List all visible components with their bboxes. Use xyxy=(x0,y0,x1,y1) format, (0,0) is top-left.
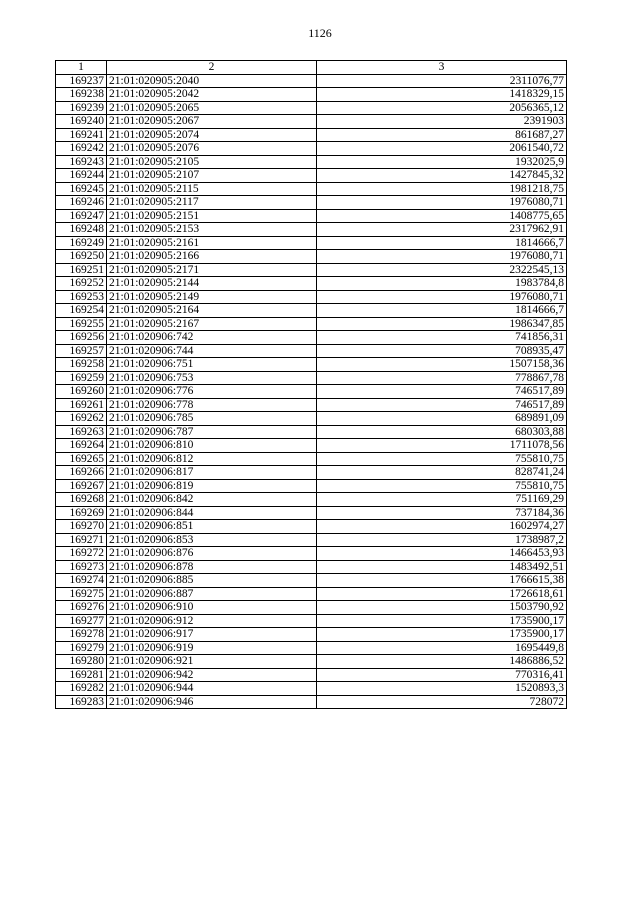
cadastral-number-cell: 21:01:020906:844 xyxy=(107,506,317,520)
row-number-cell: 169241 xyxy=(56,128,107,142)
value-cell: 2061540,72 xyxy=(317,142,567,156)
table-row xyxy=(56,398,567,412)
table-row xyxy=(56,331,567,345)
table-row xyxy=(56,142,567,156)
row-number-cell: 169255 xyxy=(56,317,107,331)
row-number-cell: 169269 xyxy=(56,506,107,520)
value-cell: 861687,27 xyxy=(317,128,567,142)
table-row xyxy=(56,439,567,453)
table-row xyxy=(56,587,567,601)
cadastral-number-cell: 21:01:020906:910 xyxy=(107,601,317,615)
row-number-cell: 169268 xyxy=(56,493,107,507)
row-number-cell: 169276 xyxy=(56,601,107,615)
cadastral-number-cell: 21:01:020906:785 xyxy=(107,412,317,426)
value-cell: 2056365,12 xyxy=(317,101,567,115)
row-number-cell: 169253 xyxy=(56,290,107,304)
row-number-cell: 169283 xyxy=(56,695,107,709)
value-cell: 1986347,85 xyxy=(317,317,567,331)
row-number-cell: 169239 xyxy=(56,101,107,115)
cadastral-number-cell: 21:01:020906:946 xyxy=(107,695,317,709)
value-cell: 1695449,8 xyxy=(317,641,567,655)
row-number-cell: 169243 xyxy=(56,155,107,169)
cadastral-number-cell: 21:01:020905:2151 xyxy=(107,209,317,223)
cadastral-number-cell: 21:01:020906:919 xyxy=(107,641,317,655)
cadastral-number-cell: 21:01:020906:778 xyxy=(107,398,317,412)
value-cell: 1726618,61 xyxy=(317,587,567,601)
row-number-cell: 169262 xyxy=(56,412,107,426)
table-row xyxy=(56,560,567,574)
value-cell: 2311076,77 xyxy=(317,74,567,88)
row-number-cell: 169267 xyxy=(56,479,107,493)
table-row xyxy=(56,128,567,142)
column-header-3: 3 xyxy=(317,61,567,75)
row-number-cell: 169277 xyxy=(56,614,107,628)
table-row xyxy=(56,601,567,615)
column-header-2: 2 xyxy=(107,61,317,75)
row-number-cell: 169274 xyxy=(56,574,107,588)
cadastral-number-cell: 21:01:020905:2040 xyxy=(107,74,317,88)
row-number-cell: 169257 xyxy=(56,344,107,358)
row-number-cell: 169240 xyxy=(56,115,107,129)
registry-table xyxy=(55,60,567,709)
row-number-cell: 169260 xyxy=(56,385,107,399)
value-cell: 1766615,38 xyxy=(317,574,567,588)
cadastral-number-cell: 21:01:020905:2067 xyxy=(107,115,317,129)
cadastral-number-cell: 21:01:020905:2105 xyxy=(107,155,317,169)
cadastral-number-cell: 21:01:020906:742 xyxy=(107,331,317,345)
cadastral-number-cell: 21:01:020905:2166 xyxy=(107,250,317,264)
table-row xyxy=(56,290,567,304)
cadastral-number-cell: 21:01:020905:2074 xyxy=(107,128,317,142)
table-row xyxy=(56,304,567,318)
row-number-cell: 169281 xyxy=(56,668,107,682)
value-cell: 689891,09 xyxy=(317,412,567,426)
value-cell: 1711078,56 xyxy=(317,439,567,453)
table-row xyxy=(56,385,567,399)
cadastral-number-cell: 21:01:020905:2107 xyxy=(107,169,317,183)
row-number-cell: 169271 xyxy=(56,533,107,547)
row-number-cell: 169259 xyxy=(56,371,107,385)
table-row xyxy=(56,533,567,547)
table-row xyxy=(56,425,567,439)
table-row xyxy=(56,115,567,129)
table-row xyxy=(56,493,567,507)
row-number-cell: 169258 xyxy=(56,358,107,372)
cadastral-number-cell: 21:01:020906:876 xyxy=(107,547,317,561)
value-cell: 1408775,65 xyxy=(317,209,567,223)
value-cell: 680303,88 xyxy=(317,425,567,439)
table-body xyxy=(56,74,567,709)
value-cell: 746517,89 xyxy=(317,398,567,412)
table-row xyxy=(56,520,567,534)
value-cell: 755810,75 xyxy=(317,479,567,493)
value-cell: 2317962,91 xyxy=(317,223,567,237)
row-number-cell: 169250 xyxy=(56,250,107,264)
value-cell: 1981218,75 xyxy=(317,182,567,196)
value-cell: 1503790,92 xyxy=(317,601,567,615)
cadastral-number-cell: 21:01:020906:887 xyxy=(107,587,317,601)
cadastral-number-cell: 21:01:020905:2117 xyxy=(107,196,317,210)
row-number-cell: 169256 xyxy=(56,331,107,345)
value-cell: 1976080,71 xyxy=(317,290,567,304)
value-cell: 1932025,9 xyxy=(317,155,567,169)
row-number-cell: 169263 xyxy=(56,425,107,439)
cadastral-number-cell: 21:01:020905:2144 xyxy=(107,277,317,291)
cadastral-number-cell: 21:01:020906:787 xyxy=(107,425,317,439)
value-cell: 1520893,3 xyxy=(317,682,567,696)
table-row xyxy=(56,209,567,223)
row-number-cell: 169261 xyxy=(56,398,107,412)
row-number-cell: 169264 xyxy=(56,439,107,453)
cadastral-number-cell: 21:01:020906:753 xyxy=(107,371,317,385)
table-row xyxy=(56,628,567,642)
table-row xyxy=(56,412,567,426)
table-row xyxy=(56,466,567,480)
row-number-cell: 169252 xyxy=(56,277,107,291)
table-row xyxy=(56,169,567,183)
value-cell: 746517,89 xyxy=(317,385,567,399)
value-cell: 1814666,7 xyxy=(317,236,567,250)
table-row xyxy=(56,277,567,291)
table-row xyxy=(56,263,567,277)
table-row xyxy=(56,236,567,250)
row-number-cell: 169238 xyxy=(56,88,107,102)
row-number-cell: 169265 xyxy=(56,452,107,466)
value-cell: 741856,31 xyxy=(317,331,567,345)
table-row xyxy=(56,668,567,682)
row-number-cell: 169245 xyxy=(56,182,107,196)
table-row xyxy=(56,155,567,169)
cadastral-number-cell: 21:01:020905:2076 xyxy=(107,142,317,156)
table-row xyxy=(56,682,567,696)
row-number-cell: 169275 xyxy=(56,587,107,601)
row-number-cell: 169244 xyxy=(56,169,107,183)
value-cell: 778867,78 xyxy=(317,371,567,385)
cadastral-number-cell: 21:01:020906:921 xyxy=(107,655,317,669)
table-row xyxy=(56,506,567,520)
value-cell: 1483492,51 xyxy=(317,560,567,574)
table-row xyxy=(56,614,567,628)
cadastral-number-cell: 21:01:020906:776 xyxy=(107,385,317,399)
cadastral-number-cell: 21:01:020906:744 xyxy=(107,344,317,358)
table-row xyxy=(56,547,567,561)
table-row xyxy=(56,250,567,264)
value-cell: 1602974,27 xyxy=(317,520,567,534)
cadastral-number-cell: 21:01:020905:2115 xyxy=(107,182,317,196)
cadastral-number-cell: 21:01:020906:812 xyxy=(107,452,317,466)
value-cell: 2322545,13 xyxy=(317,263,567,277)
table-row xyxy=(56,641,567,655)
table-row xyxy=(56,655,567,669)
row-number-cell: 169242 xyxy=(56,142,107,156)
table-row xyxy=(56,358,567,372)
value-cell: 1427845,32 xyxy=(317,169,567,183)
cadastral-number-cell: 21:01:020905:2164 xyxy=(107,304,317,318)
table-row xyxy=(56,196,567,210)
cadastral-number-cell: 21:01:020905:2167 xyxy=(107,317,317,331)
value-cell: 1486886,52 xyxy=(317,655,567,669)
value-cell: 828741,24 xyxy=(317,466,567,480)
cadastral-number-cell: 21:01:020905:2153 xyxy=(107,223,317,237)
table-row xyxy=(56,101,567,115)
table-row xyxy=(56,182,567,196)
cadastral-number-cell: 21:01:020905:2042 xyxy=(107,88,317,102)
row-number-cell: 169246 xyxy=(56,196,107,210)
cadastral-number-cell: 21:01:020906:942 xyxy=(107,668,317,682)
table-row xyxy=(56,695,567,709)
row-number-cell: 169279 xyxy=(56,641,107,655)
row-number-cell: 169278 xyxy=(56,628,107,642)
value-cell: 1976080,71 xyxy=(317,250,567,264)
value-cell: 1983784,8 xyxy=(317,277,567,291)
row-number-cell: 169248 xyxy=(56,223,107,237)
cadastral-number-cell: 21:01:020906:751 xyxy=(107,358,317,372)
row-number-cell: 169249 xyxy=(56,236,107,250)
cadastral-number-cell: 21:01:020906:851 xyxy=(107,520,317,534)
cadastral-number-cell: 21:01:020905:2171 xyxy=(107,263,317,277)
row-number-cell: 169266 xyxy=(56,466,107,480)
row-number-cell: 169272 xyxy=(56,547,107,561)
table-row xyxy=(56,452,567,466)
page-number: 1126 xyxy=(308,26,332,40)
table-row xyxy=(56,223,567,237)
row-number-cell: 169254 xyxy=(56,304,107,318)
cadastral-number-cell: 21:01:020906:842 xyxy=(107,493,317,507)
cadastral-number-cell: 21:01:020905:2161 xyxy=(107,236,317,250)
row-number-cell: 169251 xyxy=(56,263,107,277)
value-cell: 2391903 xyxy=(317,115,567,129)
value-cell: 737184,36 xyxy=(317,506,567,520)
header-row xyxy=(56,61,567,75)
cadastral-number-cell: 21:01:020906:810 xyxy=(107,439,317,453)
value-cell: 1466453,93 xyxy=(317,547,567,561)
value-cell: 1814666,7 xyxy=(317,304,567,318)
cadastral-number-cell: 21:01:020906:944 xyxy=(107,682,317,696)
table-header xyxy=(56,61,567,75)
table-row xyxy=(56,74,567,88)
cadastral-number-cell: 21:01:020906:917 xyxy=(107,628,317,642)
cadastral-number-cell: 21:01:020905:2149 xyxy=(107,290,317,304)
value-cell: 1735900,17 xyxy=(317,628,567,642)
value-cell: 770316,41 xyxy=(317,668,567,682)
value-cell: 755810,75 xyxy=(317,452,567,466)
value-cell: 728072 xyxy=(317,695,567,709)
cadastral-number-cell: 21:01:020906:819 xyxy=(107,479,317,493)
table-row xyxy=(56,317,567,331)
cadastral-number-cell: 21:01:020906:878 xyxy=(107,560,317,574)
cadastral-number-cell: 21:01:020906:817 xyxy=(107,466,317,480)
value-cell: 751169,29 xyxy=(317,493,567,507)
row-number-cell: 169270 xyxy=(56,520,107,534)
cadastral-number-cell: 21:01:020905:2065 xyxy=(107,101,317,115)
table-row xyxy=(56,479,567,493)
row-number-cell: 169247 xyxy=(56,209,107,223)
value-cell: 1418329,15 xyxy=(317,88,567,102)
value-cell: 1738987,2 xyxy=(317,533,567,547)
table-row xyxy=(56,371,567,385)
value-cell: 1735900,17 xyxy=(317,614,567,628)
table-row xyxy=(56,344,567,358)
table-row xyxy=(56,574,567,588)
column-header-1: 1 xyxy=(56,61,107,75)
value-cell: 1976080,71 xyxy=(317,196,567,210)
cadastral-number-cell: 21:01:020906:912 xyxy=(107,614,317,628)
cadastral-number-cell: 21:01:020906:853 xyxy=(107,533,317,547)
value-cell: 708935,47 xyxy=(317,344,567,358)
row-number-cell: 169280 xyxy=(56,655,107,669)
row-number-cell: 169273 xyxy=(56,560,107,574)
table-row xyxy=(56,88,567,102)
cadastral-number-cell: 21:01:020906:885 xyxy=(107,574,317,588)
row-number-cell: 169282 xyxy=(56,682,107,696)
row-number-cell: 169237 xyxy=(56,74,107,88)
value-cell: 1507158,36 xyxy=(317,358,567,372)
